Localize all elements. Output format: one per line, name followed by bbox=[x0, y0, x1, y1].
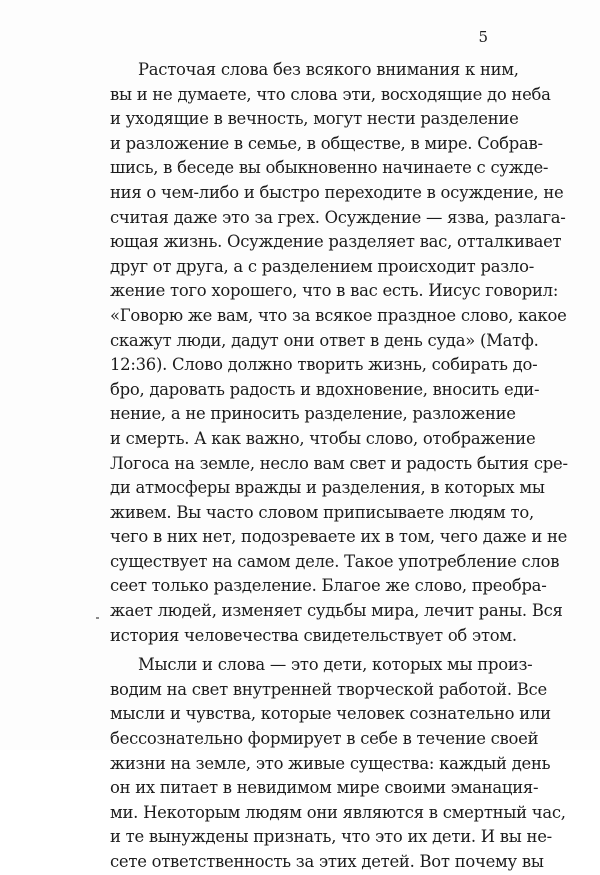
text-line: бессознательно формирует в себе в течение своей bbox=[110, 729, 539, 749]
text-line: он их питает в невидимом мире своими эманация- bbox=[110, 778, 539, 798]
text-line: шись, в беседе вы обыкновенно начинаете с сужде- bbox=[110, 158, 549, 178]
text-line: Логоса на земле, несло вам свет и радость бытия сре- bbox=[110, 453, 568, 473]
text-line: и уходящие в вечность, могут нести разделение bbox=[110, 109, 519, 129]
text-line: жает людей, изменяет судьбы мира, лечит раны. Вся bbox=[110, 601, 563, 621]
text-line: чего в них нет, подозреваете их в том, чего даже и не bbox=[110, 527, 568, 547]
text-line: ми. Некоторым людям они являются в смертный час, bbox=[110, 802, 566, 822]
text-line: друг от друга, а с разделением происходит разло- bbox=[110, 256, 534, 276]
text-line: считая даже это за грех. Осуждение — язва, разлага- bbox=[110, 207, 566, 227]
text-line: и разложение в семье, в обществе, в мире. Собрав- bbox=[110, 133, 543, 153]
text-line: водим на свет внутренней творческой работой. Все bbox=[110, 679, 547, 699]
text-line: история человечества свидетельствует об этом. bbox=[110, 625, 517, 645]
text-line: нение, а не приносить разделение, разложение bbox=[110, 404, 516, 424]
text-line: 12:36). Слово должно творить жизнь, собирать до- bbox=[110, 355, 538, 375]
text-line: Расточая слова без всякого внимания к ним, bbox=[138, 60, 519, 79]
scan-speck bbox=[96, 617, 99, 619]
text-line: жение того хорошего, что в вас есть. Иисус говорил: bbox=[110, 281, 559, 301]
text-line: ния о чем-либо и быстро переходите в осуждение, не bbox=[110, 182, 564, 202]
text-line: вы и не думаете, что слова эти, восходящие до неба bbox=[110, 84, 551, 104]
text-line: жизни на земле, это живые существа: каждый день bbox=[110, 753, 551, 773]
text-line: живем. Вы часто словом приписываете людям то, bbox=[110, 502, 534, 522]
text-line: ющая жизнь. Осуждение разделяет вас, отталкивает bbox=[110, 232, 562, 252]
text-line: ди атмосферы вражды и разделения, в которых мы bbox=[110, 478, 545, 498]
text-line: мысли и чувства, которые человек сознательно или bbox=[110, 704, 551, 724]
paragraph-2 bbox=[110, 653, 566, 874]
text-line: бро, даровать радость и вдохновение, вносить еди- bbox=[110, 379, 540, 399]
text-line: и смерть. А как важно, чтобы слово, отображение bbox=[110, 428, 536, 448]
text-line: скажут люди, дадут они ответ в день суда» (Матф. bbox=[110, 330, 539, 350]
text-line: существует на самом деле. Такое употребление слов bbox=[110, 551, 560, 571]
text-line: и те вынуждены признать, что это их дети. И вы не- bbox=[110, 827, 552, 847]
text-line: сеет только разделение. Благое же слово, преобра- bbox=[110, 576, 547, 596]
text-line: «Говорю же вам, что за всякое праздное слово, какое bbox=[110, 305, 567, 325]
text-line: сете ответственность за этих детей. Вот почему вы bbox=[110, 852, 544, 871]
paragraph-1 bbox=[110, 58, 568, 648]
body-text bbox=[110, 58, 568, 875]
page-number: 5 bbox=[478, 28, 488, 46]
text-line: Мысли и слова — это дети, которых мы произ- bbox=[138, 655, 533, 675]
